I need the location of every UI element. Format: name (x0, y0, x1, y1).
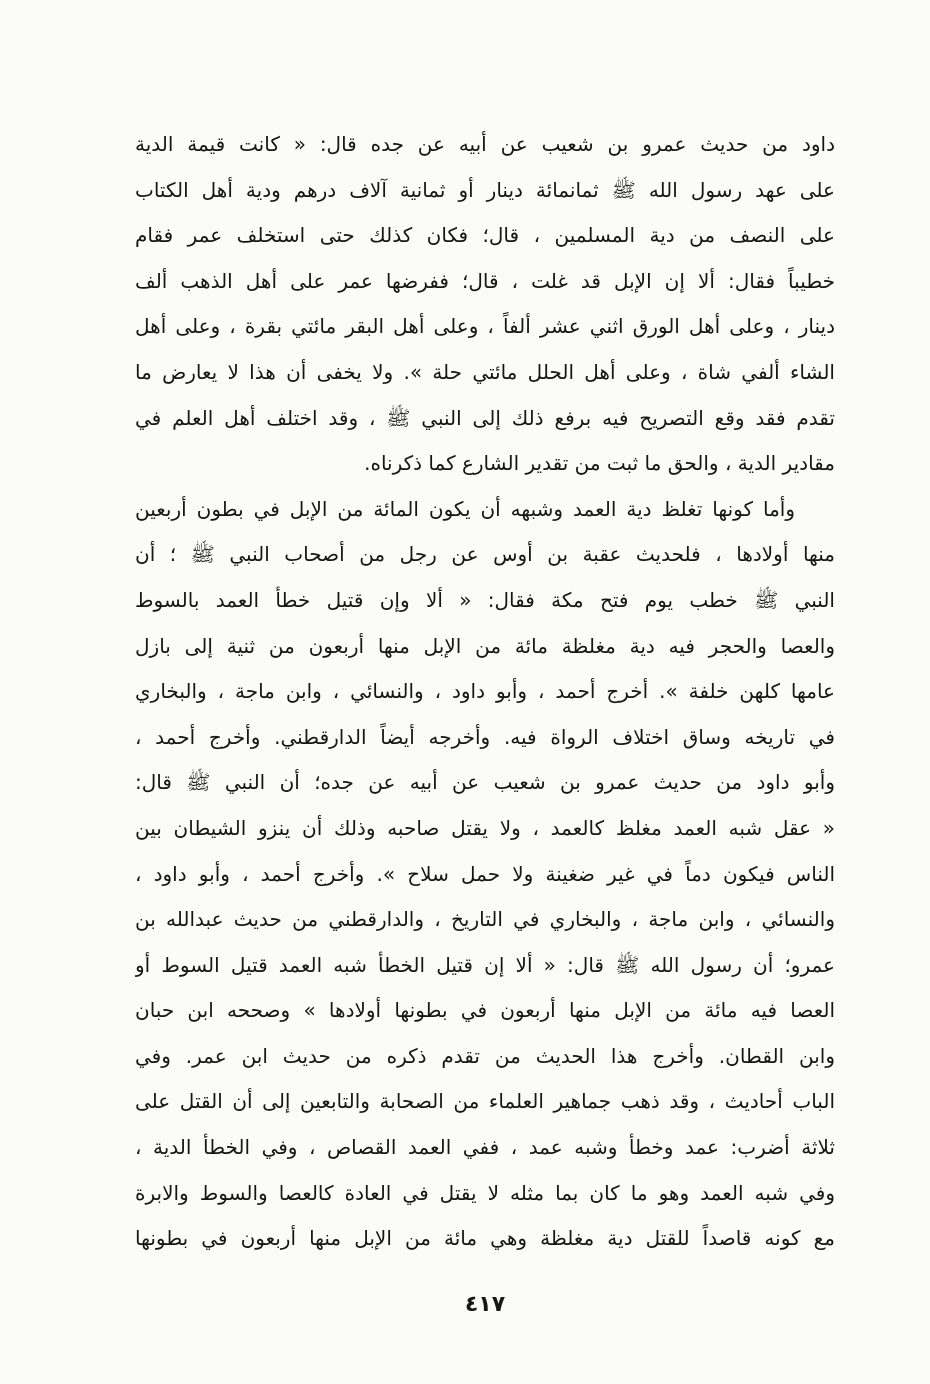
text-line: والعصا والحجر فيه دية مغلظة مائة من الإبل منها أربعون من ثنية إلى بازل (135, 633, 835, 658)
paragraph-2 (135, 487, 835, 1262)
body-text (135, 122, 835, 1262)
text-line: وابن القطان. وأخرج هذا الحديث من تقدم ذكره من حديث ابن عمر. وفي (135, 1043, 835, 1068)
text-line: مقادير الدية ، والحق ما ثبت من تقدير الشارع كما ذكرناه. (364, 451, 835, 476)
text-line: على النصف من دية المسلمين ، قال؛ فكان كذلك حتى استخلف عمر فقام (135, 223, 835, 248)
text-line: تقدم فقد وقع التصريح فيه برفع ذلك إلى النبي ﷺ ، وقد اختلف أهل العلم في (135, 405, 835, 430)
text-line: وأما كونها تغلظ دية العمد وشبهه أن يكون المائة من الإبل في بطون أربعين (135, 496, 795, 521)
text-line: العصا فيه مائة من الإبل منها أربعون في بطونها أولادها » وصححه ابن حبان (135, 998, 835, 1023)
page-number: ٤١٧ (464, 1292, 506, 1317)
text-line: مع كونه قاصداً للقتل دية مغلظة وهي مائة من الإبل منها أربعون في بطونها (135, 1226, 835, 1251)
text-line: الشاء ألفي شاة ، وعلى أهل الحلل مائتي حلة ». ولا يخفى أن هذا لا يعارض ما (135, 359, 835, 384)
text-line: « عقل شبه العمد مغلظ كالعمد ، ولا يقتل صاحبه وذلك أن ينزو الشيطان بين (135, 815, 835, 840)
paragraph-1 (135, 122, 835, 487)
text-line: وفي شبه العمد وهو ما كان بما مثله لا يقتل في العادة كالعصا والسوط والابرة (135, 1180, 835, 1205)
text-line: والنسائي ، وابن ماجة ، والبخاري في التاريخ ، والدارقطني من حديث عبدالله بن (135, 907, 835, 932)
text-line: عامها كلهن خلفة ». أخرج أحمد ، وأبو داود ، والنسائي ، وابن ماجة ، والبخاري (135, 679, 835, 704)
text-line: منها أولادها ، فلحديث عقبة بن أوس عن رجل من أصحاب النبي ﷺ ؛ أن (135, 542, 835, 567)
text-line: على عهد رسول الله ﷺ ثمانمائة دينار أو ثمانية آلاف درهم ودية أهل الكتاب (135, 177, 835, 202)
text-line: خطيباً فقال: ألا إن الإبل قد غلت ، قال؛ ففرضها عمر على أهل الذهب ألف (135, 268, 835, 293)
text-line: دينار ، وعلى أهل الورق اثني عشر ألفاً ، وعلى أهل البقر مائتي بقرة ، وعلى أهل (135, 314, 835, 339)
text-line: في تاريخه وساق اختلاف الرواة فيه. وأخرجه أيضاً الدارقطني. وأخرج أحمد ، (135, 724, 835, 749)
text-line: النبي ﷺ خطب يوم فتح مكة فقال: « ألا وإن قتيل خطأ العمد بالسوط (135, 587, 835, 612)
text-line: ثلاثة أضرب: عمد وخطأ وشبه عمد ، ففي العمد القصاص ، وفي الخطأ الدية ، (135, 1135, 835, 1160)
text-line: الناس فيكون دماً في غير ضغينة ولا حمل سلاح ». وأخرج أحمد ، وأبو داود ، (135, 861, 835, 886)
text-line: داود من حديث عمرو بن شعيب عن أبيه عن جده قال: « كانت قيمة الدية (135, 132, 835, 156)
text-line: عمرو؛ أن رسول الله ﷺ قال: « ألا إن قتيل الخطأ شبه العمد قتيل السوط أو (135, 952, 835, 977)
text-line: وأبو داود من حديث عمرو بن شعيب عن أبيه عن جده؛ أن النبي ﷺ قال: (135, 770, 835, 795)
text-line: الباب أحاديث ، وقد ذهب جماهير العلماء من الصحابة والتابعين إلى أن القتل على (135, 1089, 835, 1114)
